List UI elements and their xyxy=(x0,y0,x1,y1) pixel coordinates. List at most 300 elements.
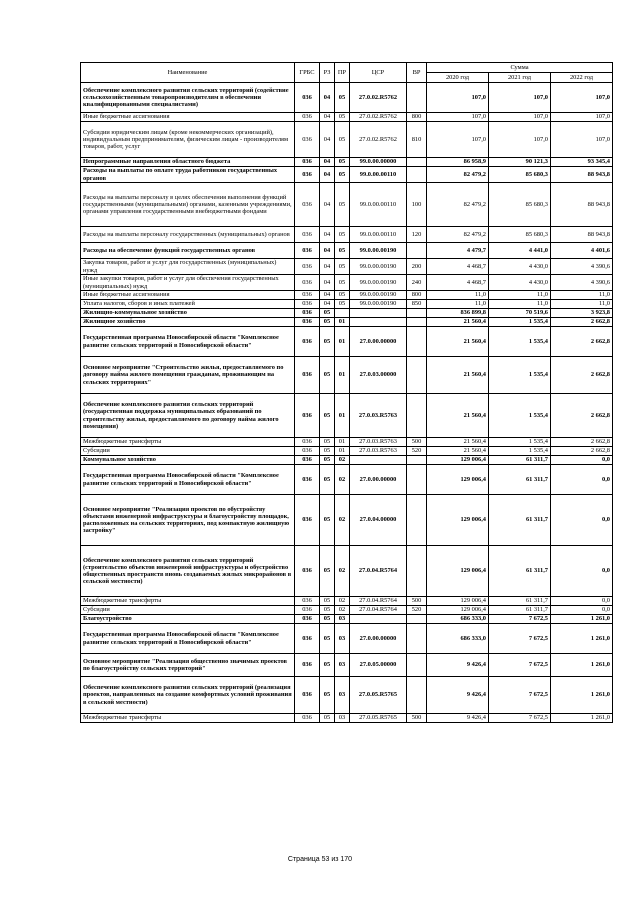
row-grbs: 036 xyxy=(295,447,320,456)
table-row xyxy=(81,654,613,677)
row-rz: 05 xyxy=(320,606,335,615)
header-year-2020: 2020 год xyxy=(427,73,489,83)
row-grbs: 036 xyxy=(295,677,320,714)
row-name: Субсидии xyxy=(81,447,295,456)
row-vr xyxy=(407,394,427,438)
row-sum-2020: 9 426,4 xyxy=(427,714,489,723)
row-sum-2022: 1 261,0 xyxy=(551,615,613,624)
row-name: Жилищно-коммунальное хозяйство xyxy=(81,309,295,318)
row-sum-2021: 61 311,7 xyxy=(489,546,551,597)
row-csr: 27.0.00.00000 xyxy=(350,624,407,654)
row-rz: 05 xyxy=(320,318,335,327)
header-year-2021: 2021 год xyxy=(489,73,551,83)
row-rz: 04 xyxy=(320,300,335,309)
row-sum-2021: 7 672,5 xyxy=(489,677,551,714)
row-sum-2022: 2 662,8 xyxy=(551,327,613,357)
row-pr: 05 xyxy=(335,243,350,259)
row-vr xyxy=(407,158,427,167)
table-row xyxy=(81,714,613,723)
budget-table-page xyxy=(80,62,612,723)
row-grbs: 036 xyxy=(295,714,320,723)
row-rz: 04 xyxy=(320,259,335,275)
table-row xyxy=(81,394,613,438)
row-sum-2021: 1 535,4 xyxy=(489,447,551,456)
row-pr: 01 xyxy=(335,327,350,357)
row-csr xyxy=(350,456,407,465)
row-sum-2020: 9 426,4 xyxy=(427,654,489,677)
row-pr: 03 xyxy=(335,714,350,723)
row-rz: 05 xyxy=(320,495,335,546)
row-rz: 04 xyxy=(320,227,335,243)
row-sum-2021: 1 535,4 xyxy=(489,394,551,438)
row-name: Обеспечение комплексного развития сельских территорий (государственная поддержка муниципальных образований по строительству жилья, предоставляемого по договору найма жилого помещения) xyxy=(81,394,295,438)
row-rz: 04 xyxy=(320,158,335,167)
row-pr: 02 xyxy=(335,465,350,495)
row-rz: 04 xyxy=(320,113,335,122)
row-grbs: 036 xyxy=(295,495,320,546)
row-name: Государственная программа Новосибирской области "Комплексное развитие сельских территорий в Новосибирской области" xyxy=(81,624,295,654)
row-csr: 27.0.00.00000 xyxy=(350,465,407,495)
row-sum-2022: 11,0 xyxy=(551,300,613,309)
table-row xyxy=(81,357,613,394)
row-name: Иные бюджетные ассигнования xyxy=(81,291,295,300)
row-vr: 850 xyxy=(407,300,427,309)
row-vr: 810 xyxy=(407,122,427,158)
row-name: Расходы на выплаты персоналу в целях обеспечения выполнения функций государственными (муниципальными) органами, казенными учреждениями, органами управления государственными внебюджетными фондами xyxy=(81,183,295,227)
row-pr: 05 xyxy=(335,113,350,122)
row-rz: 05 xyxy=(320,615,335,624)
row-name: Коммунальное хозяйство xyxy=(81,456,295,465)
row-grbs: 036 xyxy=(295,465,320,495)
row-csr xyxy=(350,615,407,624)
row-vr xyxy=(407,309,427,318)
row-sum-2022: 107,0 xyxy=(551,113,613,122)
row-grbs: 036 xyxy=(295,394,320,438)
row-csr: 27.0.04.00000 xyxy=(350,495,407,546)
row-pr: 01 xyxy=(335,447,350,456)
row-sum-2020: 129 006,4 xyxy=(427,546,489,597)
row-sum-2022: 0,0 xyxy=(551,546,613,597)
row-sum-2022: 0,0 xyxy=(551,495,613,546)
row-sum-2021: 85 680,3 xyxy=(489,183,551,227)
table-row xyxy=(81,615,613,624)
row-rz: 05 xyxy=(320,327,335,357)
row-rz: 04 xyxy=(320,183,335,227)
row-sum-2020: 4 468,7 xyxy=(427,259,489,275)
row-pr: 05 xyxy=(335,291,350,300)
table-row xyxy=(81,259,613,275)
row-grbs: 036 xyxy=(295,167,320,183)
row-name: Обеспечение комплексного развития сельских территорий (строительство объектов инженерной инфраструктуры и обустройство общественных пространств вновь создаваемых жилых микрорайонов в сельской местности) xyxy=(81,546,295,597)
row-csr: 27.0.03.R5763 xyxy=(350,447,407,456)
row-vr: 800 xyxy=(407,113,427,122)
row-csr: 27.0.05.00000 xyxy=(350,654,407,677)
row-vr: 240 xyxy=(407,275,427,291)
row-csr: 27.0.00.00000 xyxy=(350,327,407,357)
table-row xyxy=(81,597,613,606)
row-grbs: 036 xyxy=(295,615,320,624)
row-sum-2022: 2 662,8 xyxy=(551,357,613,394)
row-sum-2022: 2 662,8 xyxy=(551,438,613,447)
row-pr: 05 xyxy=(335,158,350,167)
row-grbs: 036 xyxy=(295,327,320,357)
table-row xyxy=(81,327,613,357)
row-vr xyxy=(407,615,427,624)
header-pr: ПР xyxy=(335,63,350,83)
row-rz: 04 xyxy=(320,122,335,158)
table-row xyxy=(81,677,613,714)
row-sum-2020: 86 958,9 xyxy=(427,158,489,167)
row-sum-2022: 1 261,0 xyxy=(551,714,613,723)
row-sum-2022: 4 390,6 xyxy=(551,275,613,291)
row-vr: 520 xyxy=(407,606,427,615)
row-sum-2022: 2 662,8 xyxy=(551,394,613,438)
row-name: Межбюджетные трансферты xyxy=(81,438,295,447)
row-sum-2022: 0,0 xyxy=(551,456,613,465)
row-pr: 05 xyxy=(335,259,350,275)
row-sum-2022: 0,0 xyxy=(551,465,613,495)
row-sum-2020: 107,0 xyxy=(427,83,489,113)
row-rz: 05 xyxy=(320,394,335,438)
row-csr: 27.0.04.R5764 xyxy=(350,606,407,615)
row-sum-2022: 93 345,4 xyxy=(551,158,613,167)
row-name: Обеспечение комплексного развития сельских территорий (содействие сельскохозяйственным товаропроизводителям в обеспечении квалифицированными специалистами) xyxy=(81,83,295,113)
row-sum-2022: 88 943,8 xyxy=(551,227,613,243)
row-vr xyxy=(407,546,427,597)
row-csr xyxy=(350,309,407,318)
row-sum-2021: 7 672,5 xyxy=(489,615,551,624)
page-footer: Страница 53 из 170 xyxy=(287,856,353,863)
row-sum-2021: 61 311,7 xyxy=(489,606,551,615)
row-pr: 02 xyxy=(335,495,350,546)
row-sum-2020: 21 560,4 xyxy=(427,327,489,357)
row-pr: 02 xyxy=(335,546,350,597)
row-name: Уплата налогов, сборов и иных платежей xyxy=(81,300,295,309)
row-name: Основное мероприятие "Реализация проектов по обустройству объектами инженерной инфраструктуры и благоустройству площадок, расположенных на сельских территориях, под компактную жилищную застройку" xyxy=(81,495,295,546)
row-rz: 05 xyxy=(320,357,335,394)
row-sum-2022: 88 943,8 xyxy=(551,167,613,183)
row-vr: 500 xyxy=(407,597,427,606)
row-sum-2020: 129 006,4 xyxy=(427,465,489,495)
row-name: Иные бюджетные ассигнования xyxy=(81,113,295,122)
row-sum-2020: 129 006,4 xyxy=(427,495,489,546)
table-row xyxy=(81,183,613,227)
row-csr: 27.0.03.00000 xyxy=(350,357,407,394)
header-name: Наименование xyxy=(81,63,295,83)
row-vr xyxy=(407,167,427,183)
row-name: Расходы на обеспечение функций государственных органов xyxy=(81,243,295,259)
row-vr: 500 xyxy=(407,438,427,447)
row-grbs: 036 xyxy=(295,291,320,300)
header-sum: Сумма xyxy=(427,63,613,73)
table-row xyxy=(81,546,613,597)
row-pr: 03 xyxy=(335,654,350,677)
table-row xyxy=(81,606,613,615)
row-sum-2022: 0,0 xyxy=(551,597,613,606)
row-rz: 04 xyxy=(320,167,335,183)
row-sum-2021: 61 311,7 xyxy=(489,465,551,495)
row-rz: 05 xyxy=(320,654,335,677)
row-rz: 04 xyxy=(320,83,335,113)
row-csr: 27.0.02.R5762 xyxy=(350,122,407,158)
row-grbs: 036 xyxy=(295,83,320,113)
row-sum-2020: 686 333,0 xyxy=(427,624,489,654)
row-sum-2020: 21 560,4 xyxy=(427,318,489,327)
row-sum-2021: 11,0 xyxy=(489,300,551,309)
header-rz: РЗ xyxy=(320,63,335,83)
row-sum-2020: 82 479,2 xyxy=(427,167,489,183)
header-csr: ЦСР xyxy=(350,63,407,83)
row-grbs: 036 xyxy=(295,113,320,122)
row-sum-2021: 1 535,4 xyxy=(489,438,551,447)
row-sum-2021: 1 535,4 xyxy=(489,357,551,394)
row-sum-2022: 11,0 xyxy=(551,291,613,300)
row-sum-2022: 107,0 xyxy=(551,122,613,158)
row-rz: 05 xyxy=(320,624,335,654)
row-sum-2021: 7 672,5 xyxy=(489,654,551,677)
row-rz: 05 xyxy=(320,677,335,714)
row-sum-2020: 836 899,8 xyxy=(427,309,489,318)
budget-table xyxy=(80,62,613,723)
row-sum-2020: 11,0 xyxy=(427,291,489,300)
row-sum-2022: 4 401,6 xyxy=(551,243,613,259)
row-pr: 05 xyxy=(335,300,350,309)
table-row xyxy=(81,167,613,183)
row-csr: 99.0.00.00110 xyxy=(350,183,407,227)
row-csr: 99.0.00.00110 xyxy=(350,167,407,183)
row-sum-2021: 61 311,7 xyxy=(489,597,551,606)
row-name: Обеспечение комплексного развития сельских территорий (реализация проектов, направленных на создание комфортных условий проживания в сельской местности) xyxy=(81,677,295,714)
row-sum-2020: 107,0 xyxy=(427,113,489,122)
row-grbs: 036 xyxy=(295,357,320,394)
row-grbs: 036 xyxy=(295,546,320,597)
row-csr: 27.0.04.R5764 xyxy=(350,546,407,597)
row-csr: 27.0.04.R5764 xyxy=(350,597,407,606)
row-sum-2022: 1 261,0 xyxy=(551,654,613,677)
row-grbs: 036 xyxy=(295,438,320,447)
row-sum-2022: 107,0 xyxy=(551,83,613,113)
table-row xyxy=(81,456,613,465)
row-sum-2020: 129 006,4 xyxy=(427,597,489,606)
row-vr xyxy=(407,624,427,654)
row-name: Субсидии юридическим лицам (кроме некоммерческих организаций), индивидуальным предпринимателям, физическим лицам - производителям товаров, работ, услуг xyxy=(81,122,295,158)
row-grbs: 036 xyxy=(295,597,320,606)
table-row xyxy=(81,495,613,546)
row-vr xyxy=(407,465,427,495)
row-csr: 99.0.00.00190 xyxy=(350,275,407,291)
table-row xyxy=(81,624,613,654)
row-sum-2021: 11,0 xyxy=(489,291,551,300)
row-vr: 120 xyxy=(407,227,427,243)
row-csr: 99.0.00.00190 xyxy=(350,259,407,275)
row-sum-2020: 82 479,2 xyxy=(427,183,489,227)
row-pr: 05 xyxy=(335,83,350,113)
row-grbs: 036 xyxy=(295,259,320,275)
row-sum-2020: 107,0 xyxy=(427,122,489,158)
row-sum-2020: 21 560,4 xyxy=(427,357,489,394)
row-vr xyxy=(407,456,427,465)
row-name: Государственная программа Новосибирской области "Комплексное развитие сельских территорий в Новосибирской области" xyxy=(81,465,295,495)
row-pr: 05 xyxy=(335,183,350,227)
row-sum-2022: 88 943,8 xyxy=(551,183,613,227)
row-vr: 800 xyxy=(407,291,427,300)
row-sum-2020: 21 560,4 xyxy=(427,447,489,456)
row-grbs: 036 xyxy=(295,654,320,677)
row-vr: 500 xyxy=(407,714,427,723)
row-csr: 27.0.05.R5765 xyxy=(350,714,407,723)
row-sum-2021: 85 680,3 xyxy=(489,167,551,183)
table-header xyxy=(81,63,613,83)
row-pr: 01 xyxy=(335,357,350,394)
table-row xyxy=(81,113,613,122)
table-body xyxy=(81,83,613,723)
row-pr: 02 xyxy=(335,597,350,606)
row-vr xyxy=(407,327,427,357)
table-row xyxy=(81,300,613,309)
table-row xyxy=(81,122,613,158)
row-sum-2020: 129 006,4 xyxy=(427,456,489,465)
row-sum-2021: 107,0 xyxy=(489,122,551,158)
row-name: Непрограммные направления областного бюджета xyxy=(81,158,295,167)
row-name: Закупка товаров, работ и услуг для государственных (муниципальных) нужд xyxy=(81,259,295,275)
row-sum-2020: 21 560,4 xyxy=(427,438,489,447)
row-pr: 03 xyxy=(335,624,350,654)
table-row xyxy=(81,83,613,113)
row-sum-2020: 21 560,4 xyxy=(427,394,489,438)
row-name: Межбюджетные трансферты xyxy=(81,714,295,723)
row-sum-2022: 3 923,8 xyxy=(551,309,613,318)
row-sum-2020: 4 479,7 xyxy=(427,243,489,259)
header-year-2022: 2022 год xyxy=(551,73,613,83)
row-sum-2022: 0,0 xyxy=(551,606,613,615)
row-pr: 01 xyxy=(335,318,350,327)
row-csr: 27.0.03.R5763 xyxy=(350,438,407,447)
table-row xyxy=(81,318,613,327)
row-pr: 05 xyxy=(335,227,350,243)
row-vr xyxy=(407,495,427,546)
row-grbs: 036 xyxy=(295,300,320,309)
row-sum-2021: 61 311,7 xyxy=(489,456,551,465)
row-sum-2022: 1 261,0 xyxy=(551,624,613,654)
row-grbs: 036 xyxy=(295,275,320,291)
row-grbs: 036 xyxy=(295,318,320,327)
table-row xyxy=(81,447,613,456)
row-pr: 02 xyxy=(335,456,350,465)
table-row xyxy=(81,309,613,318)
row-name: Межбюджетные трансферты xyxy=(81,597,295,606)
row-name: Благоустройство xyxy=(81,615,295,624)
row-name: Расходы на выплаты персоналу государственных (муниципальных) органов xyxy=(81,227,295,243)
row-rz: 04 xyxy=(320,275,335,291)
row-sum-2021: 7 672,5 xyxy=(489,714,551,723)
row-rz: 05 xyxy=(320,465,335,495)
row-name: Субсидии xyxy=(81,606,295,615)
row-pr: 01 xyxy=(335,438,350,447)
row-grbs: 036 xyxy=(295,606,320,615)
row-sum-2020: 4 468,7 xyxy=(427,275,489,291)
row-csr: 99.0.00.00190 xyxy=(350,243,407,259)
table-row xyxy=(81,275,613,291)
row-grbs: 036 xyxy=(295,183,320,227)
row-csr: 99.0.00.00190 xyxy=(350,300,407,309)
row-rz: 05 xyxy=(320,714,335,723)
row-vr xyxy=(407,654,427,677)
row-sum-2022: 2 662,8 xyxy=(551,447,613,456)
table-row xyxy=(81,158,613,167)
row-sum-2020: 129 006,4 xyxy=(427,606,489,615)
row-sum-2022: 1 261,0 xyxy=(551,677,613,714)
row-grbs: 036 xyxy=(295,122,320,158)
row-grbs: 036 xyxy=(295,243,320,259)
row-pr: 05 xyxy=(335,167,350,183)
row-sum-2021: 4 441,0 xyxy=(489,243,551,259)
row-pr xyxy=(335,309,350,318)
row-vr xyxy=(407,83,427,113)
row-name: Расходы на выплаты по оплате труда работников государственных органов xyxy=(81,167,295,183)
header-grbs: ГРБС xyxy=(295,63,320,83)
row-grbs: 036 xyxy=(295,456,320,465)
row-rz: 05 xyxy=(320,597,335,606)
row-sum-2022: 4 390,6 xyxy=(551,259,613,275)
row-name: Основное мероприятие "Реализация общественно значимых проектов по благоустройству сельских территорий" xyxy=(81,654,295,677)
row-grbs: 036 xyxy=(295,227,320,243)
table-row xyxy=(81,465,613,495)
row-sum-2020: 11,0 xyxy=(427,300,489,309)
row-rz: 05 xyxy=(320,438,335,447)
row-pr: 02 xyxy=(335,606,350,615)
row-csr: 99.0.00.00110 xyxy=(350,227,407,243)
row-csr: 27.0.02.R5762 xyxy=(350,83,407,113)
table-row xyxy=(81,243,613,259)
row-sum-2021: 90 121,3 xyxy=(489,158,551,167)
row-sum-2022: 2 662,8 xyxy=(551,318,613,327)
row-rz: 05 xyxy=(320,456,335,465)
row-pr: 03 xyxy=(335,615,350,624)
row-rz: 05 xyxy=(320,546,335,597)
row-sum-2020: 82 479,2 xyxy=(427,227,489,243)
table-row xyxy=(81,438,613,447)
row-csr: 27.0.03.R5763 xyxy=(350,394,407,438)
row-csr xyxy=(350,318,407,327)
row-pr: 01 xyxy=(335,394,350,438)
row-sum-2021: 107,0 xyxy=(489,83,551,113)
row-name: Иные закупки товаров, работ и услуг для обеспечения государственных (муниципальных) нужд xyxy=(81,275,295,291)
row-vr xyxy=(407,677,427,714)
row-vr: 520 xyxy=(407,447,427,456)
row-grbs: 036 xyxy=(295,158,320,167)
row-sum-2021: 1 535,4 xyxy=(489,327,551,357)
row-vr: 200 xyxy=(407,259,427,275)
row-sum-2021: 4 430,0 xyxy=(489,275,551,291)
table-row xyxy=(81,227,613,243)
row-name: Жилищное хозяйство xyxy=(81,318,295,327)
row-name: Государственная программа Новосибирской области "Комплексное развитие сельских территорий в Новосибирской области" xyxy=(81,327,295,357)
row-pr: 05 xyxy=(335,122,350,158)
row-sum-2020: 9 426,4 xyxy=(427,677,489,714)
row-sum-2020: 686 333,0 xyxy=(427,615,489,624)
table-row xyxy=(81,291,613,300)
row-sum-2021: 1 535,4 xyxy=(489,318,551,327)
row-sum-2021: 107,0 xyxy=(489,113,551,122)
row-vr xyxy=(407,318,427,327)
row-vr xyxy=(407,357,427,394)
row-sum-2021: 7 672,5 xyxy=(489,624,551,654)
row-csr: 27.0.02.R5762 xyxy=(350,113,407,122)
row-rz: 04 xyxy=(320,291,335,300)
row-csr: 27.0.05.R5765 xyxy=(350,677,407,714)
row-pr: 05 xyxy=(335,275,350,291)
row-sum-2021: 70 519,6 xyxy=(489,309,551,318)
